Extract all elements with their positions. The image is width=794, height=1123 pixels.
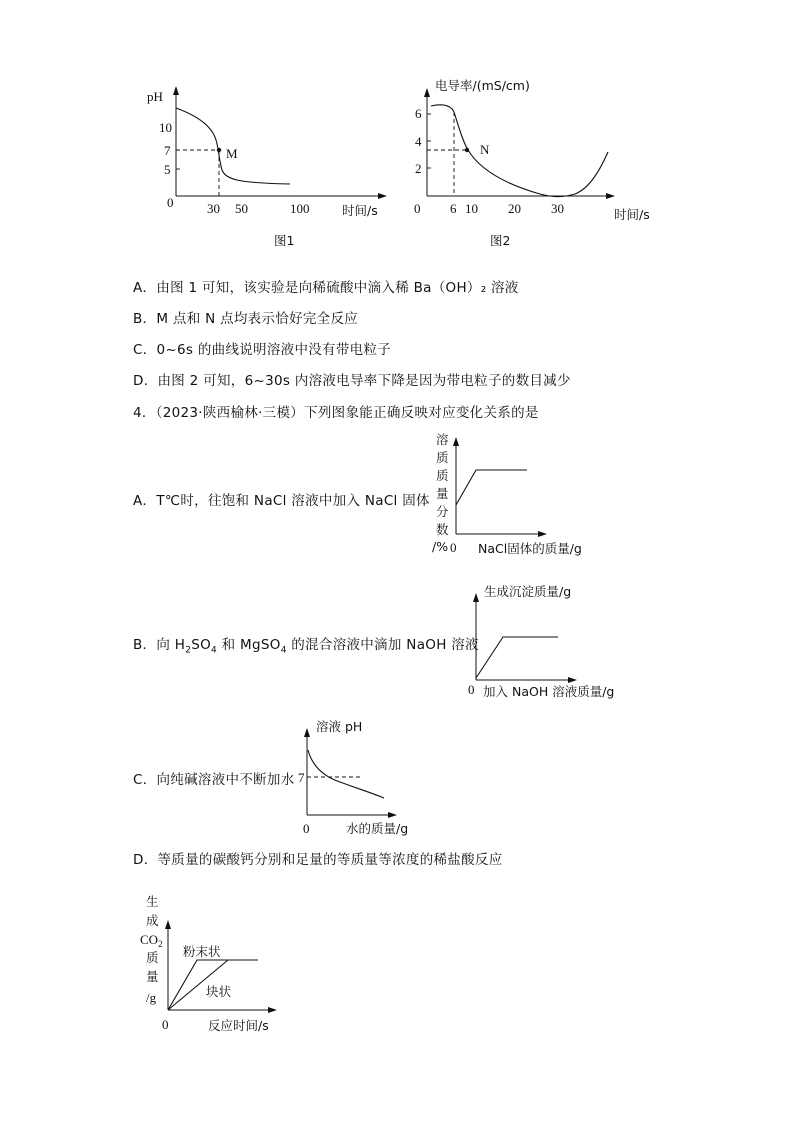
fig2-xtick-0: 0 <box>414 201 421 216</box>
fig2-y-label: 电导率/(mS/cm) <box>435 78 530 93</box>
q4-option-b: B．向 $H_2SO_4$ 和 MgSO$_4$ 的混合溶液中滴加 NaOH 溶液 <box>133 637 479 656</box>
q3-option-a: A．由图 1 可知，该实验是向稀硫酸中滴入稀 Ba（OH）₂ 溶液 <box>133 280 519 296</box>
q4b-line <box>476 637 558 678</box>
q4d-y-char-5: /g <box>146 990 157 1005</box>
fig2-xtick-6: 6 <box>450 201 457 216</box>
fig1-xtick-30: 30 <box>207 201 220 216</box>
q4c-x-label: 水的质量/g <box>346 821 409 836</box>
q4a-x-label: NaCl固体的质量/g <box>478 541 582 556</box>
fig1-x-label: 时间/s <box>342 203 378 218</box>
fig1-ytick-5: 5 <box>164 162 171 177</box>
q3-option-d: D．由图 2 可知，6~30s 内溶液电导率下降是因为带电粒子的数目减少 <box>133 373 571 389</box>
q4b-y-label: 生成沉淀质量/g <box>484 584 572 599</box>
q4a-line <box>456 470 527 505</box>
q4-option-c: C．向纯碱溶液中不断加水 <box>133 772 295 788</box>
q4d-y-char-2: 成 <box>146 913 159 928</box>
q4c-y-label: 溶液 pH <box>316 719 363 734</box>
q4d-x-label: 反应时间/s <box>208 1018 269 1033</box>
q4c-curve <box>308 750 384 798</box>
q4b-y-arrow <box>473 593 479 602</box>
q4-option-d: D．等质量的碳酸钙分别和足量的等质量等浓度的稀盐酸反应 <box>133 852 503 868</box>
q4c-ytick-7: 7 <box>298 770 305 785</box>
q4d-y-co: $CO_2$ <box>140 932 163 949</box>
q4a-y-char-2: 质 <box>436 450 449 465</box>
fig2-point-label: N <box>480 142 490 157</box>
q4a-x-arrow <box>538 531 547 537</box>
fig1-xtick-100: 100 <box>290 201 310 216</box>
q4d-origin: 0 <box>162 1017 169 1032</box>
q4b-x-label: 加入 NaOH 溶液质量/g <box>483 684 615 699</box>
fig2-xtick-10: 10 <box>465 201 478 216</box>
q4c-origin: 0 <box>303 821 310 836</box>
q4a-y-arrow <box>453 437 459 446</box>
q4d-y-arrow <box>165 920 171 929</box>
q4c-y-arrow <box>304 728 310 737</box>
q4b-origin: 0 <box>468 682 475 697</box>
q4d-y-char-4: 量 <box>146 969 159 984</box>
fig2-x-label: 时间/s <box>614 207 650 222</box>
q3-option-c: C．0~6s 的曲线说明溶液中没有带电粒子 <box>133 342 392 358</box>
fig2-xtick-20: 20 <box>508 201 521 216</box>
q4a-y-char-4: 量 <box>436 486 449 501</box>
fig1-xtick-0: 0 <box>167 195 174 210</box>
fig2-xtick-30: 30 <box>551 201 564 216</box>
fig1-caption: 图1 <box>274 233 295 248</box>
q4a-origin: 0 <box>450 540 457 555</box>
q3-option-b: B．M 点和 N 点均表示恰好完全反应 <box>133 311 359 327</box>
fig2-caption: 图2 <box>490 233 511 248</box>
fig1-xtick-50: 50 <box>235 201 248 216</box>
fig2-ytick-4: 4 <box>415 134 422 149</box>
fig1-point-label: M <box>226 146 238 161</box>
q4b-x-arrow <box>568 677 577 683</box>
q4d-y-char-3: 质 <box>146 950 159 965</box>
q4d-curve1-label: 粉末状 <box>183 944 221 959</box>
fig1-ytick-10: 10 <box>159 120 172 135</box>
q4d-curve2-label: 块状 <box>206 984 232 999</box>
q4a-y-char-7: /% <box>432 539 449 554</box>
q4d-x-arrow <box>268 1007 277 1013</box>
fig1-ytick-7: 7 <box>164 143 171 158</box>
q4c-x-arrow <box>388 812 397 818</box>
q4a-y-char-6: 数 <box>436 522 449 537</box>
q4a-y-char-1: 溶 <box>436 432 449 447</box>
q4a-y-char-3: 质 <box>436 468 449 483</box>
q4d-y-char-1: 生 <box>146 894 159 909</box>
fig2-ytick-6: 6 <box>415 106 422 121</box>
q4a-y-char-5: 分 <box>436 504 449 519</box>
fig1-y-label: pH <box>147 89 163 104</box>
fig2-ytick-2: 2 <box>415 161 422 176</box>
q4-option-a: A．T℃时，往饱和 NaCl 溶液中加入 NaCl 固体 <box>133 493 430 509</box>
q4-stem: 4．（2023·陕西榆林·三模）下列图象能正确反映对应变化关系的是 <box>133 405 539 421</box>
